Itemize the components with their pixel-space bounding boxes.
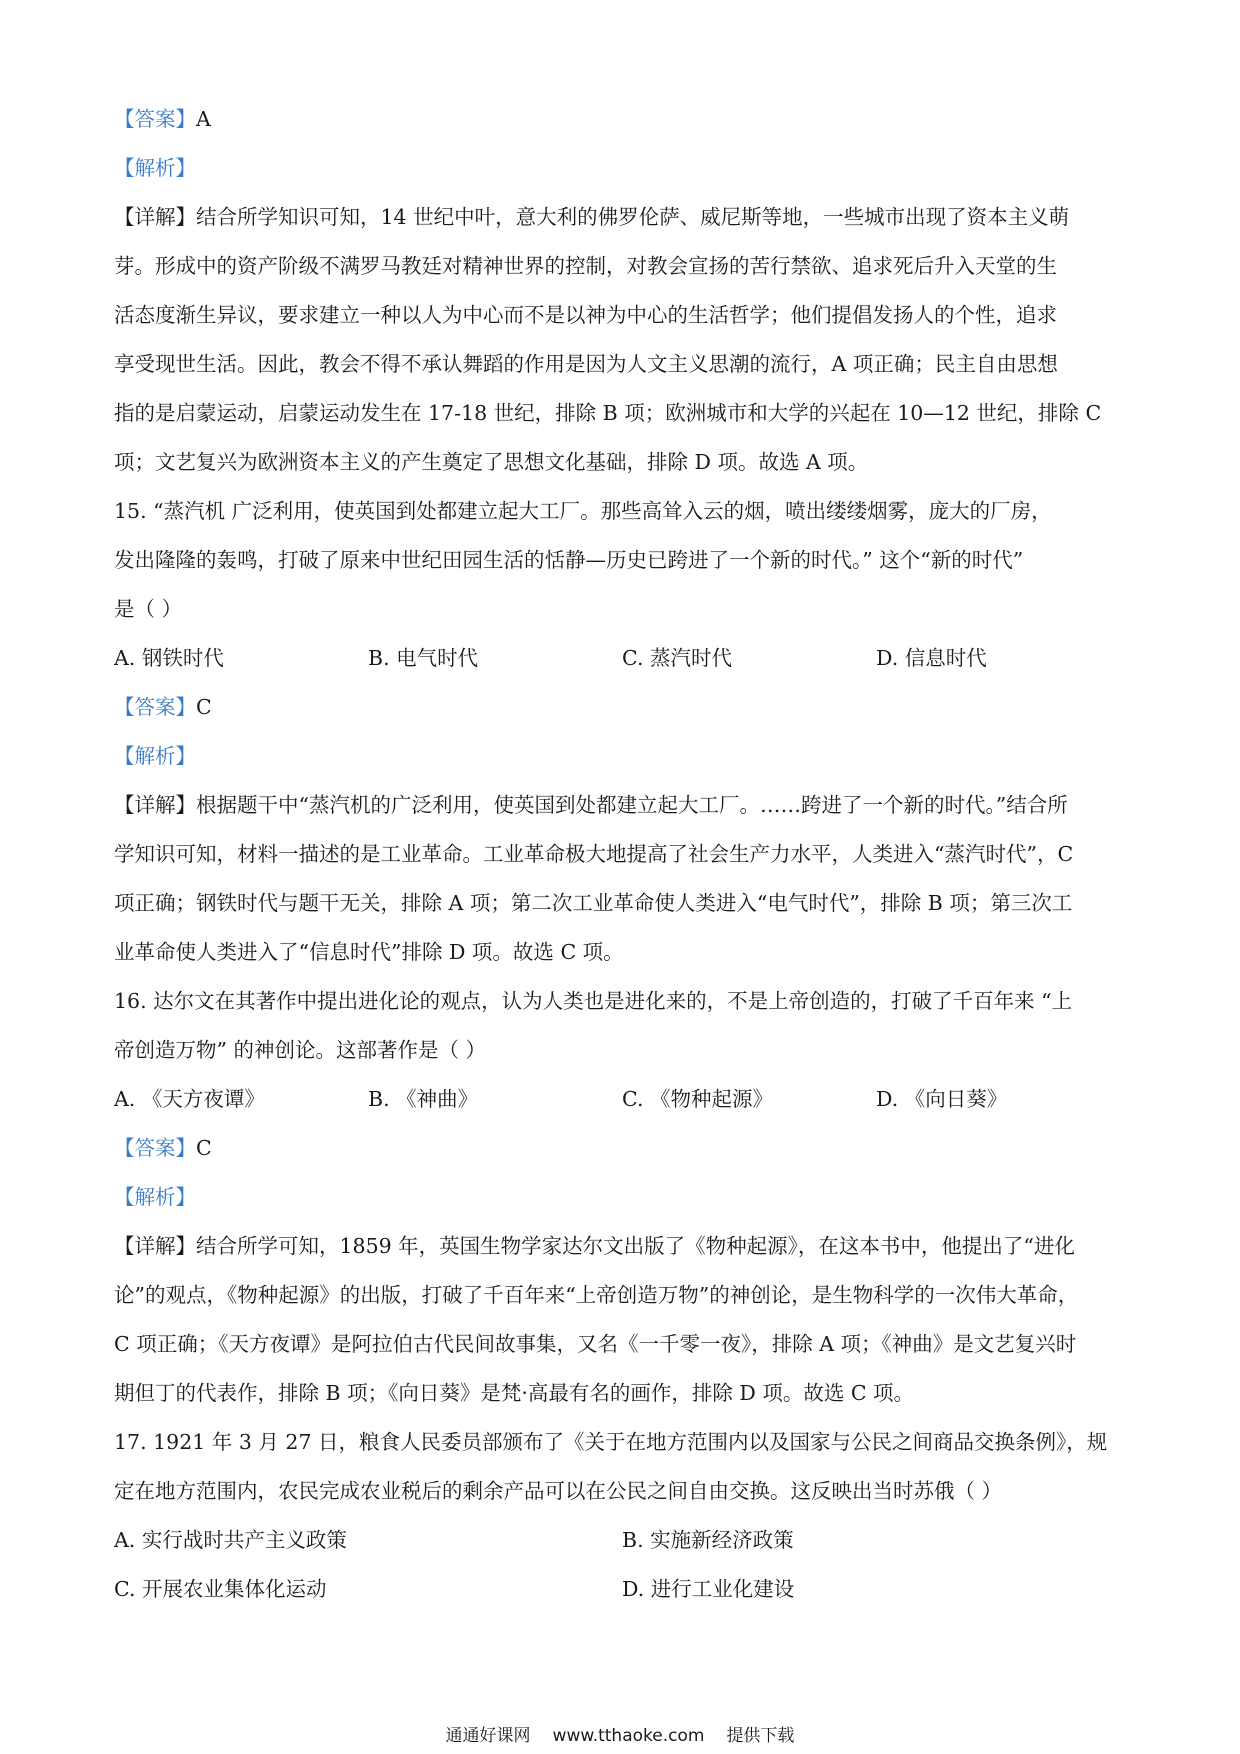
answer-tag: 【答案】	[114, 695, 196, 719]
option-b: B. 《神曲》	[368, 1087, 479, 1111]
footer-suffix: 提供下载	[726, 1726, 795, 1746]
document-page	[114, 95, 1130, 1614]
option-d: D. 《向日葵》	[876, 1087, 1008, 1111]
analysis-tag: 【解析】	[114, 156, 196, 180]
page-footer	[0, 1724, 1240, 1748]
analysis-tag: 【解析】	[114, 1185, 196, 1209]
q15-detail-line: 【详解】根据题干中“蒸汽机的广泛利用，使英国到处都建立起大工厂。……跨进了一个新的时代。”结合所	[114, 793, 1068, 817]
option-c: C. 蒸汽时代	[622, 646, 732, 670]
q14-detail-line: 项；文艺复兴为欧洲资本主义的产生奠定了思想文化基础，排除 D 项。故选 A 项。	[114, 450, 869, 474]
q14-detail-line: 芽。形成中的资产阶级不满罗马教廷对精神世界的控制，对教会宣扬的苦行禁欲、追求死后升入天堂的生	[114, 254, 1057, 278]
q14-analysis	[114, 144, 1130, 193]
option-b: B. 电气时代	[368, 646, 479, 670]
q14-detail-line: 【详解】结合所学知识可知，14 世纪中叶，意大利的佛罗伦萨、威尼斯等地，一些城市出现了资本主义萌	[114, 205, 1070, 229]
analysis-tag: 【解析】	[114, 744, 196, 768]
q15-detail-line: 学知识可知，材料一描述的是工业革命。工业革命极大地提高了社会生产力水平，人类进入“蒸汽时代”，C	[114, 842, 1074, 866]
q16-options	[114, 1075, 1130, 1124]
footer-site-name: 通通好课网	[445, 1726, 531, 1746]
detail-tag: 【详解】	[114, 1234, 196, 1258]
q15-analysis	[114, 732, 1130, 781]
q15-detail-line: 项正确；钢铁时代与题干无关，排除 A 项；第二次工业革命使人类进入“电气时代”，排除 B 项；第三次工	[114, 891, 1073, 915]
answer-tag: 【答案】	[114, 1136, 196, 1160]
q15-answer	[114, 683, 1130, 732]
q17-stem-line: 17. 1921 年 3 月 27 日，粮食人民委员部颁布了《关于在地方范围内以及国家与公民之间商品交换条例》，规	[114, 1430, 1108, 1454]
q17-options-row2	[114, 1565, 1130, 1614]
q17-options-row1	[114, 1516, 1130, 1565]
option-c: C. 《物种起源》	[622, 1087, 773, 1111]
q14-detail-line: 指的是启蒙运动，启蒙运动发生在 17-18 世纪，排除 B 项；欧洲城市和大学的兴起在 10—12 世纪，排除 C	[114, 401, 1102, 425]
q16-answer	[114, 1124, 1130, 1173]
option-b: B. 实施新经济政策	[622, 1528, 794, 1552]
q14-detail-line: 享受现世生活。因此，教会不得不承认舞蹈的作用是因为人文主义思潮的流行，A 项正确；民主自由思想	[114, 352, 1058, 376]
option-a: A. 《天方夜谭》	[114, 1087, 265, 1111]
option-d: D. 进行工业化建设	[622, 1577, 795, 1601]
option-c: C. 开展农业集体化运动	[114, 1577, 327, 1601]
detail-tag: 【详解】	[114, 793, 196, 817]
q16-detail-line: 【详解】结合所学可知，1859 年，英国生物学家达尔文出版了《物种起源》，在这本书中，他提出了“进化	[114, 1234, 1075, 1258]
q16-detail-line: 期但丁的代表作，排除 B 项；《向日葵》是梵·高最有名的画作，排除 D 项。故选 C 项。	[114, 1381, 915, 1405]
q16-stem-line: 帝创造万物” 的神创论。这部著作是（ ）	[114, 1038, 487, 1062]
footer-url[interactable]: www.tthaoke.com	[552, 1726, 705, 1746]
q16-detail-line: C 项正确；《天方夜谭》是阿拉伯古代民间故事集，又名《一千零一夜》，排除 A 项；《神曲》是文艺复兴时	[114, 1332, 1077, 1356]
q16-analysis	[114, 1173, 1130, 1222]
q15-stem-line: 发出隆隆的轰鸣，打破了原来中世纪田园生活的恬静—历史已跨进了一个新的时代。” 这个“新的时代”	[114, 548, 1024, 572]
q15-stem-line: 是（ ）	[114, 597, 183, 621]
option-d: D. 信息时代	[876, 646, 987, 670]
option-a: A. 钢铁时代	[114, 646, 224, 670]
option-a: A. 实行战时共产主义政策	[114, 1528, 347, 1552]
q14-detail-line: 活态度渐生异议，要求建立一种以人为中心而不是以神为中心的生活哲学；他们提倡发扬人的个性，追求	[114, 303, 1057, 327]
answer-value: A	[196, 107, 211, 131]
q16-stem-line: 16. 达尔文在其著作中提出进化论的观点，认为人类也是进化来的，不是上帝创造的，打破了千百年来 “上	[114, 989, 1073, 1013]
answer-value: C	[196, 695, 212, 719]
q15-stem-line: 15. “蒸汽机 广泛利用，使英国到处都建立起大工厂。那些高耸入云的烟，喷出缕缕烟雾，庞大的厂房，	[114, 499, 1052, 523]
q15-detail-line: 业革命使人类进入了“信息时代”排除 D 项。故选 C 项。	[114, 940, 624, 964]
answer-value: C	[196, 1136, 212, 1160]
q15-options	[114, 634, 1130, 683]
q17-stem-line: 定在地方范围内，农民完成农业税后的剩余产品可以在公民之间自由交换。这反映出当时苏俄（ ）	[114, 1479, 1003, 1503]
answer-tag: 【答案】	[114, 107, 196, 131]
q16-detail-line: 论”的观点，《物种起源》的出版，打破了千百年来“上帝创造万物”的神创论，是生物科学的一次伟大革命，	[114, 1283, 1079, 1307]
q14-answer	[114, 95, 1130, 144]
detail-tag: 【详解】	[114, 205, 196, 229]
